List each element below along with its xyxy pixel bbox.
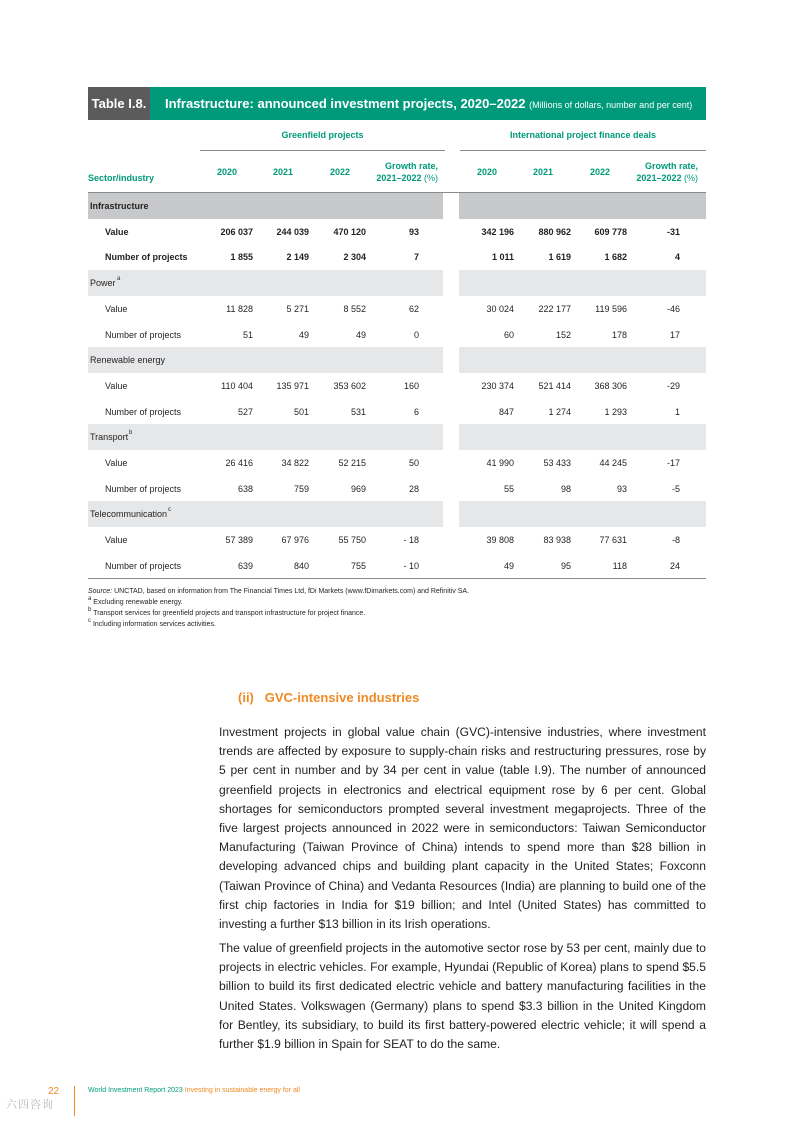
column-gap xyxy=(443,347,459,373)
table-cell: 527 xyxy=(237,406,253,417)
page-footer xyxy=(0,1080,793,1120)
table-cell: 6 xyxy=(413,406,419,417)
table-cell: 1 682 xyxy=(604,252,627,263)
table-cell: -8 xyxy=(671,535,680,546)
table-cell: 55 xyxy=(503,483,514,494)
table-cell: -5 xyxy=(671,483,680,494)
table-cell: 759 xyxy=(293,483,309,494)
table-cell: 160 xyxy=(403,380,419,391)
footer-divider xyxy=(74,1086,75,1116)
group-header-greenfield: Greenfield projects xyxy=(281,130,364,140)
table-cell: 26 416 xyxy=(225,458,253,468)
table-cell: 28 xyxy=(408,483,419,494)
table-cell: 368 306 xyxy=(594,380,627,391)
table-cell: 840 xyxy=(293,560,309,571)
table-row xyxy=(88,322,706,348)
column-header-gf-growth xyxy=(360,160,438,184)
growth-header-years: 2021–2022 xyxy=(636,173,682,183)
table-cell: 30 024 xyxy=(486,303,514,314)
table-cell: 34 822 xyxy=(281,458,309,468)
table-notes xyxy=(88,586,706,630)
row-label: Value xyxy=(105,458,128,468)
column-header-pf-2020: 2020 xyxy=(476,167,497,177)
column-gap xyxy=(443,501,459,527)
table-cell: -31 xyxy=(666,226,680,237)
table-row xyxy=(88,244,706,270)
column-header-gf-2020: 2020 xyxy=(216,167,237,177)
row-label: Number of projects xyxy=(105,483,182,494)
column-header-pf-growth xyxy=(620,160,698,184)
table-cell: 77 631 xyxy=(599,535,627,546)
row-label: Transport xyxy=(90,432,129,443)
table-cell: 0 xyxy=(413,329,419,340)
group-header-finance: International project finance deals xyxy=(509,130,657,140)
table-cell: 152 xyxy=(555,329,571,340)
table-cell: 93 xyxy=(616,483,627,494)
table-cell: 609 778 xyxy=(594,226,627,237)
table-cell: 5 271 xyxy=(286,303,309,314)
table-cell: 230 374 xyxy=(481,380,514,391)
table-cell: 8 552 xyxy=(343,303,366,314)
table-cell: 470 120 xyxy=(333,226,366,237)
table-cell: 44 245 xyxy=(599,458,627,468)
source-text: UNCTAD, based on information from The Financial Times Ltd, fDi Markets (www.fDimarkets.com) and Refinitiv SA. xyxy=(114,588,469,595)
table-cell: 178 xyxy=(611,329,627,340)
table-cell: 222 177 xyxy=(538,303,571,314)
footnote: $^a$ Excluding renewable energy. xyxy=(88,596,183,606)
table-cell: 1 619 xyxy=(548,252,571,263)
source-note xyxy=(88,586,706,597)
table-cell: 17 xyxy=(669,329,680,340)
growth-header-line1: Growth rate, xyxy=(644,161,698,171)
column-gap xyxy=(443,270,459,296)
column-gap xyxy=(443,193,459,219)
column-header-pf-2021: 2021 xyxy=(532,167,553,177)
report-name: World Investment Report 2023 xyxy=(88,1087,183,1094)
row-label: Value xyxy=(105,535,128,546)
table-cell: 244 039 xyxy=(276,226,309,237)
table-cell: 39 808 xyxy=(486,535,514,546)
growth-header-line2 xyxy=(620,172,698,184)
table-cell: 342 196 xyxy=(481,226,514,237)
table-cell: 67 976 xyxy=(281,535,309,546)
table-title-banner xyxy=(88,87,706,120)
growth-header-line2 xyxy=(360,172,438,184)
footnote-marker: a xyxy=(117,276,121,283)
table-cell: 118 xyxy=(612,560,627,571)
table-cell: 755 xyxy=(350,560,366,571)
footnote: $^c$ Including information services activities. xyxy=(88,618,216,628)
table-cell: 98 xyxy=(560,483,571,494)
table-section-row xyxy=(88,501,706,527)
table-label: Table I.8. xyxy=(88,87,150,120)
table-cell: -17 xyxy=(666,458,680,468)
table-cell: 135 971 xyxy=(276,380,309,391)
table-cell: 2 149 xyxy=(286,252,309,263)
footer-title xyxy=(88,1087,300,1094)
table-section-row xyxy=(88,193,706,219)
table-bottom-rule xyxy=(88,578,706,579)
table-row xyxy=(88,296,706,322)
table-cell: 83 938 xyxy=(543,535,571,546)
growth-header-line1: Growth rate, xyxy=(384,161,438,171)
table-row xyxy=(88,527,706,553)
table-title xyxy=(165,87,692,120)
table-cell: 1 293 xyxy=(604,406,627,417)
row-label: Value xyxy=(105,226,129,237)
table-cell: 206 037 xyxy=(220,226,253,237)
table-cell: 49 xyxy=(298,329,309,340)
table-cell: 1 274 xyxy=(548,406,571,417)
table-cell: 638 xyxy=(237,483,253,494)
table-cell: 60 xyxy=(503,329,514,340)
table-title-text: Infrastructure: announced investment projects, 2020–2022 xyxy=(165,96,526,111)
table-cell: 50 xyxy=(408,458,419,468)
row-label: Number of projects xyxy=(105,560,182,571)
table-cell: 521 414 xyxy=(538,380,571,391)
table-cell: -29 xyxy=(666,380,680,391)
table-cell: 531 xyxy=(350,406,366,417)
table-cell: 4 xyxy=(674,252,680,263)
row-label: Power xyxy=(90,278,116,289)
table-row xyxy=(88,553,706,579)
row-label: Number of projects xyxy=(105,406,182,417)
table-section-row xyxy=(88,347,706,373)
table-cell: 639 xyxy=(237,560,253,571)
table-cell: 52 215 xyxy=(338,458,366,468)
column-header-gf-2022: 2022 xyxy=(329,167,350,177)
column-header-pf-2022: 2022 xyxy=(589,167,610,177)
footnote: $^b$ Transport services for greenfield projects and transport infrastructure for project finance. xyxy=(88,607,366,617)
row-label: Number of projects xyxy=(105,252,188,263)
table-cell: 1 xyxy=(674,406,680,417)
row-label: Infrastructure xyxy=(90,201,149,211)
row-label: Value xyxy=(105,380,128,391)
table-cell: -46 xyxy=(666,303,680,314)
footnote-marker: b xyxy=(129,430,133,437)
table-cell: 41 990 xyxy=(486,458,514,468)
table-cell: 1 011 xyxy=(491,252,514,263)
table-cell: 119 596 xyxy=(595,303,627,314)
column-gap xyxy=(443,424,459,450)
table-cell: 53 433 xyxy=(543,458,571,468)
table-units: (Millions of dollars, number and per cent) xyxy=(529,100,693,110)
table-cell: 11 828 xyxy=(226,303,253,314)
table-cell: 847 xyxy=(498,406,514,417)
report-subtitle: Investing in sustainable energy for all xyxy=(184,1087,300,1094)
group-rule-greenfield xyxy=(200,150,445,151)
table-cell: - 18 xyxy=(403,535,419,546)
table-cell: 95 xyxy=(560,560,571,571)
table-cell: 880 962 xyxy=(538,226,571,237)
table-cell: 969 xyxy=(350,483,366,494)
table-cell: 55 750 xyxy=(338,535,366,546)
row-label: Number of projects xyxy=(105,329,182,340)
row-label: Renewable energy xyxy=(90,355,166,366)
table-row xyxy=(88,219,706,245)
table-cell: 110 404 xyxy=(221,380,253,391)
table-cell: 62 xyxy=(408,303,419,314)
table-cell: 51 xyxy=(242,329,253,340)
table-section-row xyxy=(88,424,706,450)
group-rule-finance xyxy=(460,150,706,151)
source-label: Source: xyxy=(88,588,113,595)
page-number: 22 xyxy=(48,1086,60,1097)
table-cell: - 10 xyxy=(403,560,419,571)
table-cell: 57 389 xyxy=(225,535,253,546)
table-cell: 2 304 xyxy=(343,252,366,263)
table-row xyxy=(88,373,706,399)
growth-header-unit: (%) xyxy=(424,173,438,183)
table-row xyxy=(88,450,706,476)
table-cell: 49 xyxy=(503,560,514,571)
section-heading: (ii) GVC-intensive industries xyxy=(238,690,420,705)
table-section-row xyxy=(88,270,706,296)
footnote-marker: c xyxy=(168,507,171,514)
table-cell: 24 xyxy=(669,560,680,571)
body-paragraph: Investment projects in global value chain (GVC)-intensive industries, where investment trends are affected by exposure to supply-chain risks and restructuring pressures, rose by 5 per cent in number and by 34 per cent in value (table I.9). The number of announced greenfield projects in electronics and electrical equipment rose by 6 per cent. Global shortages for semiconductors prompted several investment megaprojects. Three of the five largest projects announced in 2022 were in semiconductors: Taiwan Semiconductor Manufacturing (Taiwan Province of China) intends to spend more than $28 billion in developing advanced chips and building plant capacity in the United States; Foxconn (Taiwan Province of China) and Vedanta Resources (India) are planning to build one of the first chip factories in India for $19 billion; and Intel (United States) has committed to investing a further $13 billion in its Irish operations. xyxy=(219,725,706,932)
table-cell: 7 xyxy=(413,252,419,263)
row-label: Telecommunication xyxy=(90,509,168,520)
table-cell: 1 855 xyxy=(230,252,253,263)
row-label: Value xyxy=(105,303,128,314)
body-paragraph: The value of greenfield projects in the automotive sector rose by 53 per cent, mainly due to projects in electric vehicles. For example, Hyundai (Republic of Korea) plans to spend $5.5 billion to build its first dedicated electric vehicle and battery manufacturing facilities in the United States. Volkswagen (Germany) plans to spend $3.3 billion in the United Kingdom for Bentley, its subsidiary, to build its first battery-powered electric vehicle; it will spend a further $1.9 billion in Spain for SEAT to do the same. xyxy=(219,941,706,1052)
growth-header-years: 2021–2022 xyxy=(376,173,422,183)
table-row xyxy=(88,476,706,502)
table-cell: 353 602 xyxy=(333,380,366,391)
table-cell: 501 xyxy=(293,406,309,417)
watermark: 六四咨询 xyxy=(6,1099,54,1111)
table-cell: 49 xyxy=(355,329,366,340)
growth-header-unit: (%) xyxy=(684,173,698,183)
table-cell: 93 xyxy=(408,226,419,237)
column-header-gf-2021: 2021 xyxy=(272,167,293,177)
table-row xyxy=(88,399,706,425)
column-header-sector: Sector/industry xyxy=(88,173,155,183)
